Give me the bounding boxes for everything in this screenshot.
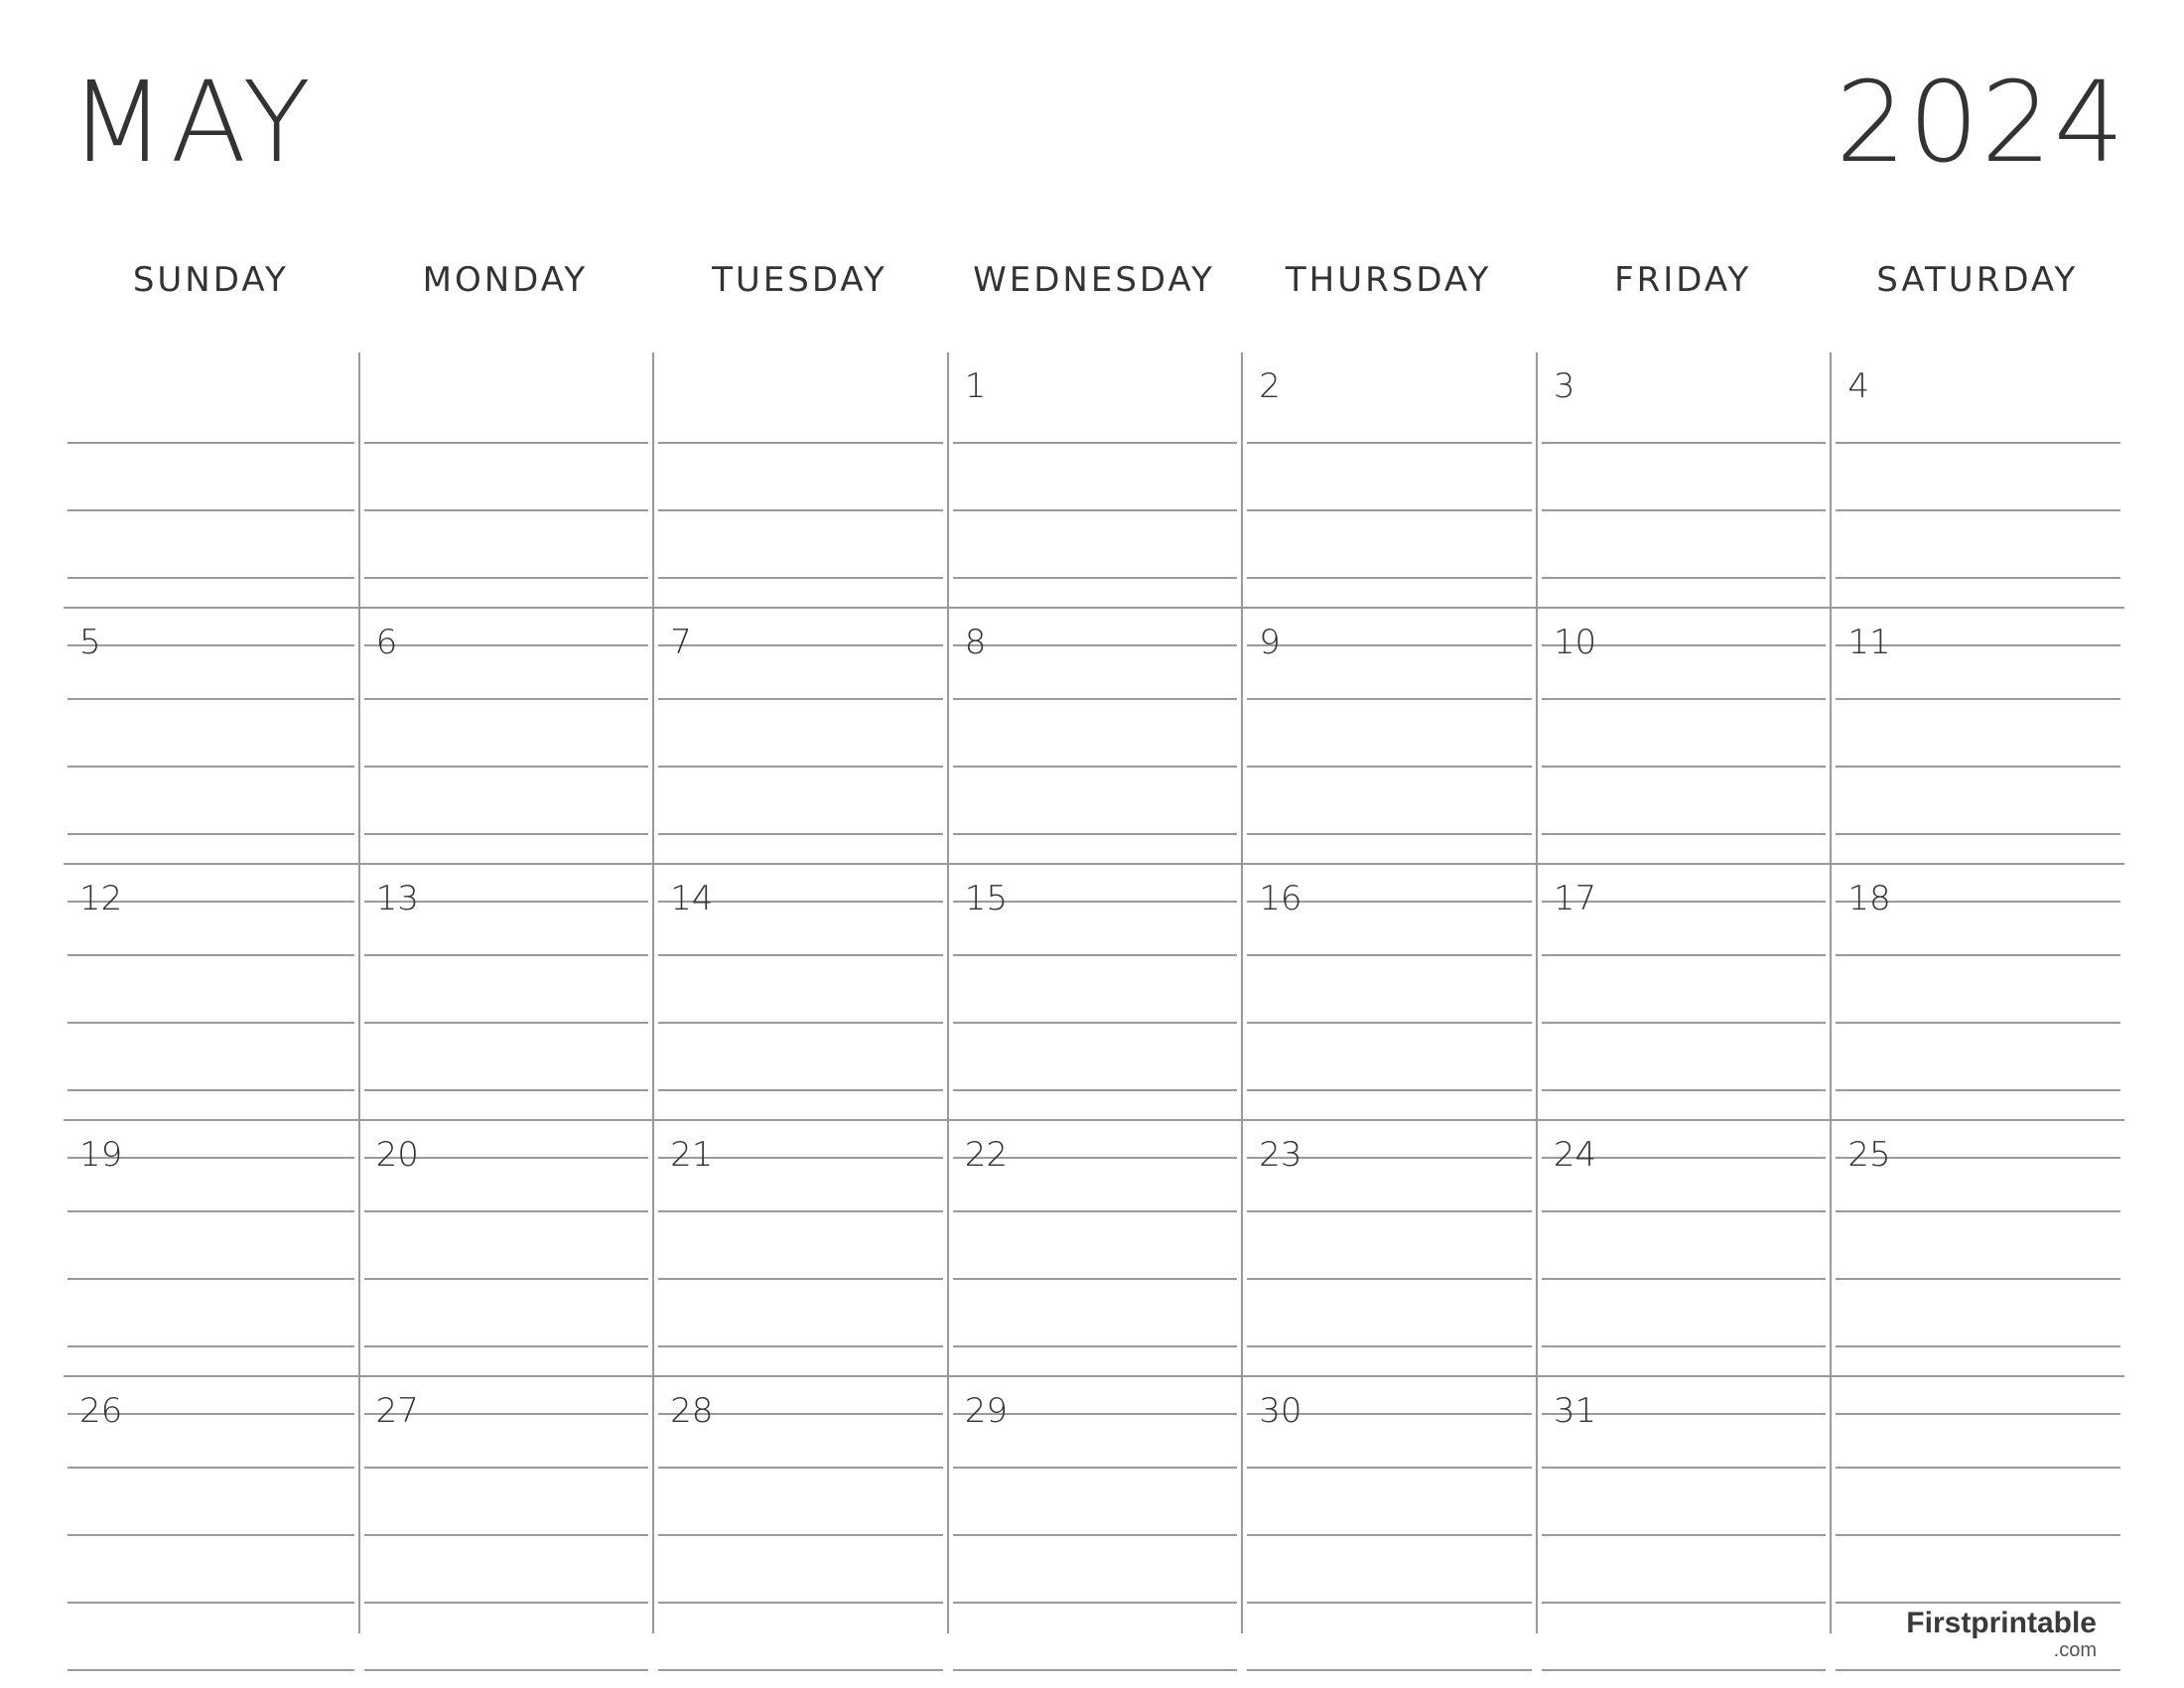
note-line	[1247, 1210, 1532, 1212]
day-cell-friday[interactable]	[1536, 609, 1831, 865]
note-line	[1247, 577, 1532, 579]
note-line	[364, 833, 649, 835]
note-line	[1542, 1278, 1827, 1280]
note-line	[1836, 509, 2120, 511]
day-number: 29	[964, 1391, 1008, 1431]
day-cell-thursday[interactable]	[1241, 865, 1536, 1121]
day-number: 7	[670, 623, 692, 662]
note-line	[1542, 577, 1827, 579]
day-cell-wednesday[interactable]	[947, 609, 1242, 865]
note-line	[953, 698, 1238, 700]
day-cell-tuesday[interactable]	[652, 609, 947, 865]
note-line	[1836, 1669, 2120, 1671]
note-line	[364, 954, 649, 956]
note-line	[364, 442, 649, 444]
note-line	[953, 954, 1238, 956]
note-line	[1247, 1467, 1532, 1469]
day-number: 10	[1553, 623, 1597, 662]
note-line	[1247, 954, 1532, 956]
day-cell-wednesday[interactable]	[947, 352, 1242, 609]
note-line	[1542, 1210, 1827, 1212]
note-line	[364, 1602, 649, 1604]
day-number: 28	[670, 1391, 714, 1431]
day-number: 13	[375, 879, 419, 918]
day-cell-tuesday[interactable]	[652, 1377, 947, 1633]
note-line	[364, 1089, 649, 1091]
day-number: 26	[79, 1391, 123, 1431]
day-cell-friday[interactable]	[1536, 1377, 1831, 1633]
day-number: 15	[964, 879, 1008, 918]
note-line	[658, 1534, 943, 1536]
note-line	[1542, 698, 1827, 700]
day-number: 24	[1553, 1135, 1597, 1175]
day-cell-saturday[interactable]	[1830, 352, 2124, 609]
note-line	[1247, 698, 1532, 700]
day-cell-sunday[interactable]	[64, 1121, 358, 1377]
day-cell-thursday[interactable]	[1241, 609, 1536, 865]
day-number: 12	[79, 879, 123, 918]
weekday-wednesday: WEDNESDAY	[973, 260, 1215, 300]
note-line	[364, 698, 649, 700]
day-cell-thursday[interactable]	[1241, 352, 1536, 609]
note-line	[1542, 1602, 1827, 1604]
note-line	[658, 1022, 943, 1024]
note-line	[658, 1210, 943, 1212]
note-line	[364, 1467, 649, 1469]
note-line	[1247, 766, 1532, 768]
day-number: 16	[1259, 879, 1302, 918]
day-cell-friday[interactable]	[1536, 865, 1831, 1121]
note-line	[1836, 1022, 2120, 1024]
note-line	[68, 1278, 354, 1280]
note-line	[68, 954, 354, 956]
note-line	[1542, 442, 1827, 444]
note-line	[68, 1210, 354, 1212]
note-line	[658, 833, 943, 835]
note-line	[953, 1669, 1238, 1671]
note-line	[1247, 1345, 1532, 1347]
month-title: MAY	[69, 59, 316, 188]
day-cell-monday[interactable]	[358, 609, 653, 865]
note-line	[1836, 1602, 2120, 1604]
note-line	[953, 1089, 1238, 1091]
note-line	[364, 1210, 649, 1212]
note-line	[658, 1669, 943, 1671]
note-line	[364, 1534, 649, 1536]
weekday-monday: MONDAY	[422, 260, 589, 300]
day-cell-monday[interactable]	[358, 1121, 653, 1377]
note-line	[1542, 1534, 1827, 1536]
note-line	[658, 1345, 943, 1347]
weekday-saturday: SATURDAY	[1876, 260, 2079, 300]
day-cell-friday[interactable]	[1536, 352, 1831, 609]
day-number: 5	[79, 623, 101, 662]
note-line	[953, 766, 1238, 768]
note-line	[1836, 1278, 2120, 1280]
note-line	[1247, 1089, 1532, 1091]
day-cell-sunday[interactable]	[64, 1377, 358, 1633]
note-line	[1542, 509, 1827, 511]
day-cell-saturday[interactable]	[1830, 609, 2124, 865]
day-cell-monday[interactable]	[358, 352, 653, 609]
note-line	[1836, 1534, 2120, 1536]
day-cell-wednesday[interactable]	[947, 1377, 1242, 1633]
note-line	[1247, 509, 1532, 511]
day-number: 20	[375, 1135, 419, 1175]
note-line	[1247, 1278, 1532, 1280]
weekday-thursday: THURSDAY	[1285, 260, 1492, 300]
day-cell-sunday[interactable]	[64, 865, 358, 1121]
day-cell-saturday[interactable]	[1830, 1377, 2124, 1633]
note-line	[68, 1602, 354, 1604]
note-line	[68, 1669, 354, 1671]
note-line	[953, 833, 1238, 835]
note-line	[953, 1210, 1238, 1212]
day-number: 11	[1847, 623, 1891, 662]
note-line	[364, 1022, 649, 1024]
day-cell-tuesday[interactable]	[652, 352, 947, 609]
day-number: 22	[964, 1135, 1008, 1175]
note-line	[68, 442, 354, 444]
note-line	[1836, 1089, 2120, 1091]
note-line	[1836, 577, 2120, 579]
note-line	[658, 1278, 943, 1280]
day-number: 31	[1553, 1391, 1597, 1431]
note-line	[1836, 1467, 2120, 1469]
note-line	[953, 509, 1238, 511]
note-line	[364, 1669, 649, 1671]
day-number: 17	[1553, 879, 1597, 918]
weekday-header-row	[64, 260, 2124, 310]
note-line	[1542, 1467, 1827, 1469]
brand-domain: .com	[2053, 1639, 2097, 1661]
note-line	[1247, 1022, 1532, 1024]
note-line	[68, 698, 354, 700]
day-number: 30	[1259, 1391, 1302, 1431]
note-line	[953, 1022, 1238, 1024]
note-line	[1836, 1345, 2120, 1347]
brand-logo	[1906, 1609, 2097, 1660]
note-line	[68, 1089, 354, 1091]
note-line	[1542, 1022, 1827, 1024]
day-number: 21	[670, 1135, 714, 1175]
day-number: 14	[670, 879, 714, 918]
day-number: 2	[1259, 366, 1281, 406]
note-line	[364, 509, 649, 511]
day-number: 23	[1259, 1135, 1302, 1175]
note-line	[658, 1602, 943, 1604]
calendar-grid	[64, 352, 2124, 1633]
note-line	[364, 1345, 649, 1347]
day-number: 25	[1847, 1135, 1891, 1175]
note-line	[658, 698, 943, 700]
note-line	[364, 1278, 649, 1280]
day-number: 3	[1553, 366, 1575, 406]
day-cell-tuesday[interactable]	[652, 1121, 947, 1377]
day-cell-monday[interactable]	[358, 1377, 653, 1633]
note-line	[1836, 1210, 2120, 1212]
brand-name: Firstprintable	[1906, 1607, 2097, 1639]
day-cell-saturday[interactable]	[1830, 1121, 2124, 1377]
day-cell-wednesday[interactable]	[947, 1121, 1242, 1377]
note-line	[1542, 1345, 1827, 1347]
note-line	[953, 577, 1238, 579]
note-line	[1247, 833, 1532, 835]
day-cell-monday[interactable]	[358, 865, 653, 1121]
day-number: 19	[79, 1135, 123, 1175]
note-line	[1542, 833, 1827, 835]
note-line	[68, 1467, 354, 1469]
note-line	[68, 577, 354, 579]
note-line	[658, 954, 943, 956]
note-line	[658, 766, 943, 768]
note-line	[1247, 1669, 1532, 1671]
note-line	[1836, 833, 2120, 835]
note-line	[658, 509, 943, 511]
note-line	[1247, 1602, 1532, 1604]
note-line	[68, 1345, 354, 1347]
note-line	[1836, 442, 2120, 444]
note-line	[1836, 698, 2120, 700]
day-cell-saturday[interactable]	[1830, 865, 2124, 1121]
day-cell-sunday[interactable]	[64, 352, 358, 609]
weekday-tuesday: TUESDAY	[712, 260, 887, 300]
note-line	[1542, 1669, 1827, 1671]
note-line	[953, 442, 1238, 444]
weekday-sunday: SUNDAY	[132, 260, 289, 300]
note-line	[953, 1467, 1238, 1469]
note-line	[658, 577, 943, 579]
day-cell-tuesday[interactable]	[652, 865, 947, 1121]
note-line	[1542, 954, 1827, 956]
day-number: 18	[1847, 879, 1891, 918]
note-line	[68, 833, 354, 835]
note-line	[953, 1602, 1238, 1604]
note-line	[68, 1534, 354, 1536]
note-line	[68, 766, 354, 768]
note-line	[1836, 766, 2120, 768]
year-title: 2024	[1835, 59, 2126, 188]
day-number: 4	[1847, 366, 1870, 406]
day-number: 9	[1259, 623, 1281, 662]
day-cell-thursday[interactable]	[1241, 1377, 1536, 1633]
note-line	[68, 509, 354, 511]
note-line	[1836, 954, 2120, 956]
day-number: 8	[964, 623, 987, 662]
note-line	[1247, 442, 1532, 444]
note-line	[68, 1022, 354, 1024]
day-cell-wednesday[interactable]	[947, 865, 1242, 1121]
day-cell-sunday[interactable]	[64, 609, 358, 865]
note-line	[953, 1534, 1238, 1536]
note-line	[1542, 766, 1827, 768]
note-line	[658, 442, 943, 444]
note-line	[364, 577, 649, 579]
note-line	[953, 1278, 1238, 1280]
weekday-friday: FRIDAY	[1614, 260, 1752, 300]
note-line	[364, 766, 649, 768]
day-cell-thursday[interactable]	[1241, 1121, 1536, 1377]
note-line	[1542, 1089, 1827, 1091]
day-cell-friday[interactable]	[1536, 1121, 1831, 1377]
day-number: 1	[964, 366, 987, 406]
day-number: 27	[375, 1391, 419, 1431]
note-line	[658, 1089, 943, 1091]
note-line	[953, 1345, 1238, 1347]
day-number: 6	[375, 623, 398, 662]
note-line	[658, 1467, 943, 1469]
note-line	[1247, 1534, 1532, 1536]
